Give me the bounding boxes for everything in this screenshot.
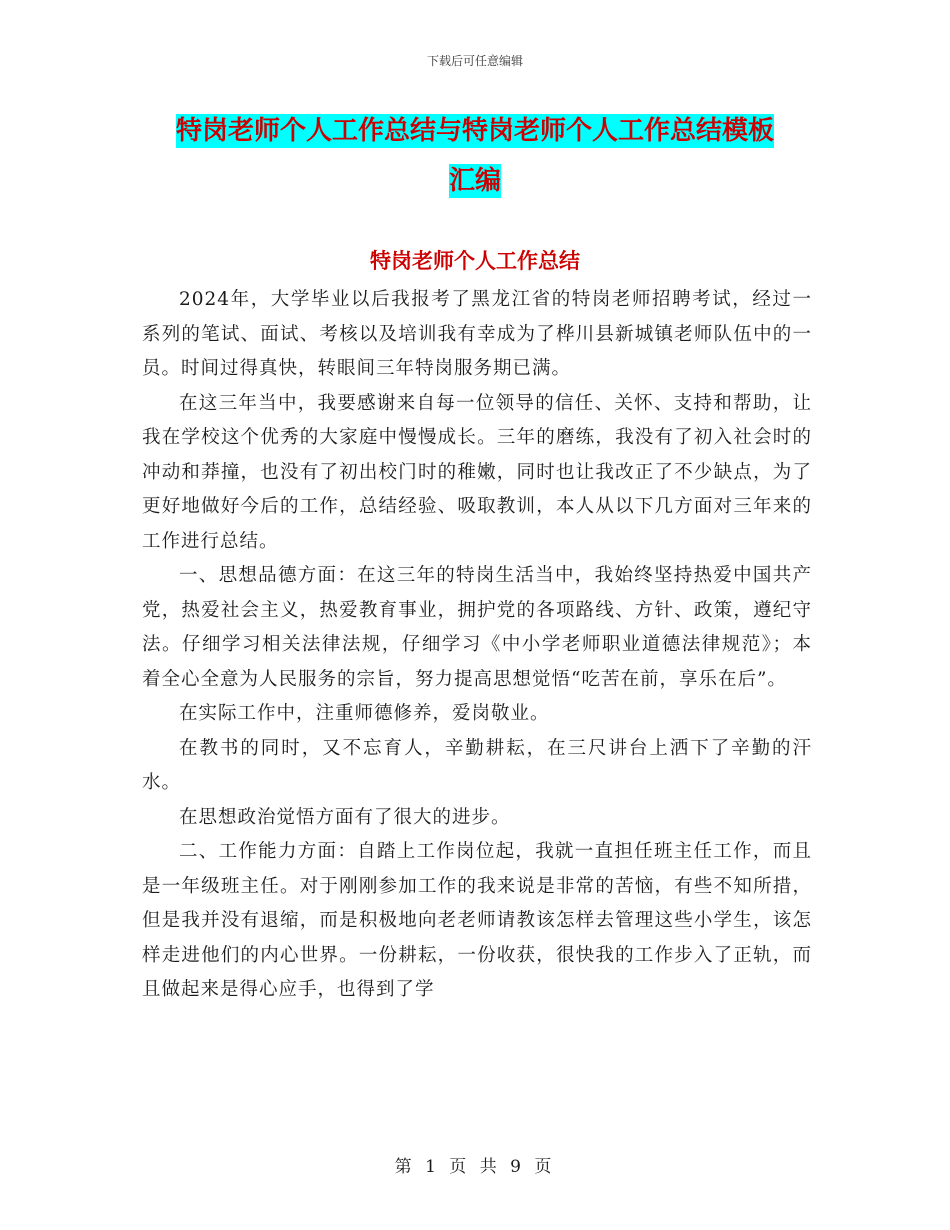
- paragraph: 在这三年当中，我要感谢来自每一位领导的信任、关怀、支持和帮助，让我在学校这个优秀的大家庭中慢慢成长。三年的磨练，我没有了初入社会时的冲动和莽撞，也没有了初出校门时的稚嫩，同时也让我改正了不少缺点，为了更好地做好今后的工作，总结经验、吸取教训，本人从以下几方面对三年来的工作进行总结。: [142, 392, 812, 552]
- document-title-line2: 汇编: [448, 166, 501, 196]
- section-title: 特岗老师个人工作总结: [370, 248, 580, 273]
- paragraph: 在思想政治觉悟方面有了很大的进步。: [179, 806, 511, 828]
- paragraph: 一、思想品德方面：在这三年的特岗生活当中，我始终坚持热爱中国共产党，热爱社会主义，热爱教育事业，拥护党的各项路线、方针、政策，遵纪守法。仔细学习相关法律法规，仔细学习《中小学老师职业道德法律规范》；本着全心全意为人民服务的宗旨，努力提高思想觉悟“吃苦在前，享乐在后”。: [142, 565, 812, 690]
- document-body: [142, 283, 812, 1008]
- paragraph: 2024年，大学毕业以后我报考了黑龙江省的特岗老师招聘考试，经过一系列的笔试、面试、考核以及培训我有幸成为了桦川县新城镇老师队伍中的一员。时间过得真快，转眼间三年特岗服务期已满。: [142, 289, 812, 379]
- page-number: 第 1 页 共 9 页: [394, 1157, 556, 1177]
- paragraph: 二、工作能力方面：自踏上工作岗位起，我就一直担任班主任工作，而且是一年级班主任。对于刚刚参加工作的我来说是非常的苦恼，有些不知所措，但是我并没有退缩，而是积极地向老老师请教该怎样去管理这些小学生，该怎样走进他们的内心世界。一份耕耘，一份收获，很快我的工作步入了正轨，而且做起来是得心应手，也得到了学: [142, 841, 812, 1000]
- document-title: [140, 106, 810, 206]
- paragraph: 在实际工作中，注重师德修养，爱岗敬业。: [179, 703, 550, 724]
- page-header-note: 下载后可任意编辑: [426, 54, 523, 68]
- document-title-line1: 特岗老师个人工作总结与特岗老师个人工作总结模板: [175, 116, 774, 146]
- paragraph: 在教书的同时，又不忘育人，辛勤耕耘，在三尺讲台上洒下了辛勤的汗水。: [142, 737, 812, 793]
